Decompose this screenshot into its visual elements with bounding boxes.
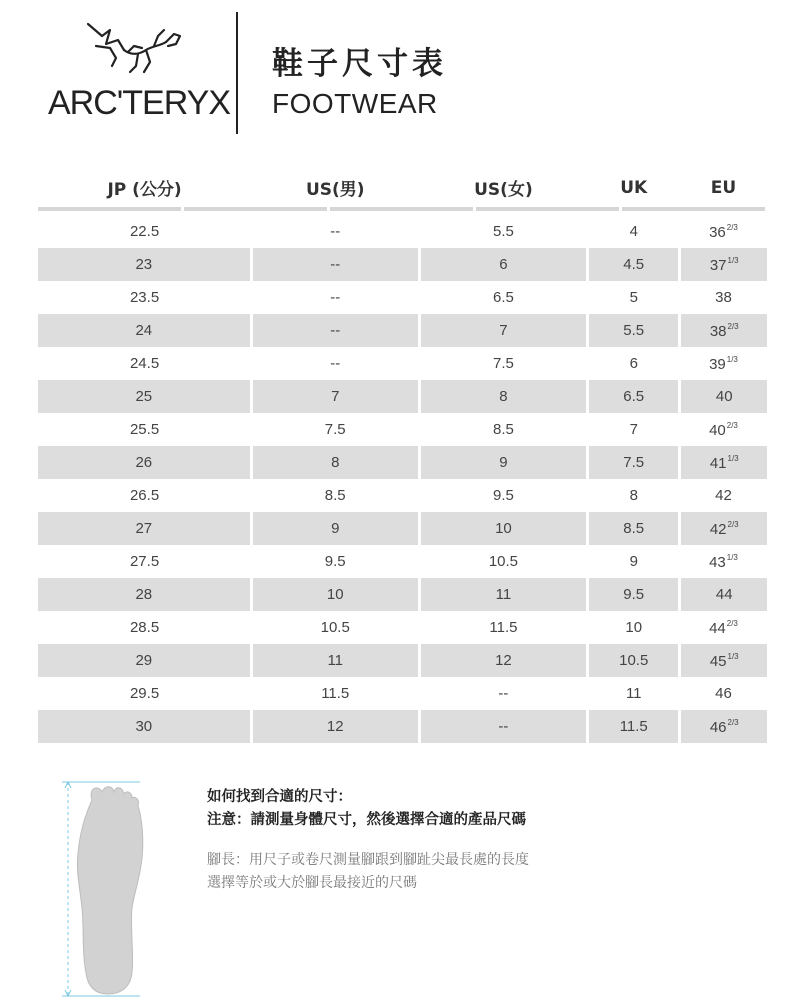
eu-fraction: 2/3 (727, 519, 739, 529)
cell-jp: 26 (38, 446, 251, 479)
cell-eu (680, 611, 767, 644)
cell-uk: 4 (629, 223, 638, 240)
col-header-jp: JP (公分) (107, 180, 182, 200)
cell-uk: 11 (625, 685, 642, 702)
cell-jp: 27 (38, 512, 251, 545)
sizing-guide (207, 786, 529, 895)
table-row (38, 215, 767, 248)
eu-fraction: 1/3 (726, 354, 738, 364)
cell-us_w: 10 (419, 512, 587, 545)
cell-uk: 9.5 (588, 578, 680, 611)
cell-uk: 5.5 (588, 314, 680, 347)
cell-eu (680, 677, 767, 710)
cell-jp: 27.5 (129, 553, 160, 570)
cell-us_m: 7.5 (324, 421, 346, 438)
foot-diagram (62, 778, 152, 1000)
eu-fraction: 2/3 (726, 420, 738, 430)
page-title-zh: 鞋子尺寸表 (272, 46, 447, 82)
cell-eu (680, 446, 767, 479)
cell-uk: 5 (629, 289, 638, 306)
table-row (38, 446, 767, 479)
brand-logo (48, 16, 231, 126)
eu-value: 38 (709, 322, 727, 340)
cell-eu (680, 281, 767, 314)
table-row (38, 347, 767, 380)
eu-value: 40 (715, 388, 733, 405)
table-row (38, 380, 767, 413)
cell-us_w: 11.5 (489, 619, 518, 636)
cell-jp: 28.5 (129, 619, 160, 636)
cell-jp: 23 (38, 248, 251, 281)
cell-us_w: 11 (419, 578, 587, 611)
cell-eu (680, 248, 767, 281)
eu-value: 42 (709, 520, 727, 538)
cell-uk: 6 (629, 355, 638, 372)
table-row (38, 545, 767, 578)
cell-eu (680, 413, 767, 446)
eu-fraction: 2/3 (726, 618, 738, 628)
cell-jp: 29 (38, 644, 251, 677)
eu-fraction: 2/3 (727, 321, 739, 331)
cell-jp: 28 (38, 578, 251, 611)
brand-name: ARC'TERYX (48, 84, 231, 122)
cell-uk: 4.5 (588, 248, 680, 281)
cell-uk: 8 (629, 487, 638, 504)
eu-value: 45 (709, 652, 727, 670)
cell-us_w: -- (419, 710, 587, 743)
cell-uk: 10 (625, 619, 643, 636)
cell-us_m: 11 (251, 644, 419, 677)
table-row (38, 644, 767, 677)
cell-jp: 25.5 (129, 421, 160, 438)
cell-eu (680, 347, 767, 380)
table-row (38, 281, 767, 314)
eu-value: 37 (709, 256, 727, 274)
header-rule (38, 207, 767, 211)
cell-us_m: 11.5 (321, 685, 350, 702)
eu-value: 46 (709, 718, 727, 736)
cell-us_m: 9 (251, 512, 419, 545)
col-header-us-men: US(男) (305, 180, 365, 200)
eu-value: 38 (715, 289, 732, 306)
col-header-uk: UK (620, 177, 648, 198)
cell-eu (680, 314, 767, 347)
cell-us_m: 10 (251, 578, 419, 611)
eu-fraction: 1/3 (727, 651, 739, 661)
eu-fraction: 2/3 (726, 222, 738, 232)
cell-eu (680, 215, 767, 248)
cell-us_m: -- (251, 314, 419, 347)
cell-uk: 7.5 (588, 446, 680, 479)
cell-jp: 30 (38, 710, 251, 743)
cell-eu (680, 380, 767, 413)
cell-eu (680, 479, 767, 512)
cell-us_m: 8.5 (324, 487, 346, 504)
eu-fraction: 1/3 (727, 255, 739, 265)
cell-us_m: 10.5 (320, 619, 350, 636)
cell-us_w: 7.5 (492, 355, 514, 372)
cell-uk: 6.5 (588, 380, 680, 413)
header-divider (236, 12, 238, 134)
eu-value: 40 (709, 421, 726, 439)
col-header-us-women: US(女) (474, 180, 533, 200)
cell-jp: 29.5 (129, 685, 160, 702)
col-header-eu: EU (710, 177, 737, 198)
cell-us_m: -- (330, 223, 341, 240)
cell-eu (680, 578, 767, 611)
cell-us_w: -- (498, 685, 509, 702)
size-chart-table (38, 168, 767, 743)
guide-question: 如何找到合適的尺寸： (207, 789, 352, 805)
cell-uk: 8.5 (588, 512, 680, 545)
eu-fraction: 1/3 (727, 453, 739, 463)
cell-us_w: 7 (419, 314, 587, 347)
cell-jp: 22.5 (129, 223, 160, 240)
cell-eu (680, 644, 767, 677)
cell-us_w: 9 (419, 446, 587, 479)
page-title-en: FOOTWEAR (272, 88, 438, 119)
cell-us_w: 9.5 (492, 487, 514, 504)
cell-uk: 10.5 (588, 644, 680, 677)
cell-us_m: 7 (251, 380, 419, 413)
cell-us_m: -- (330, 355, 341, 372)
eu-value: 41 (709, 454, 727, 472)
table-row (38, 314, 767, 347)
eu-value: 36 (709, 223, 726, 241)
eu-fraction: 1/3 (726, 552, 738, 562)
cell-uk: 11.5 (588, 710, 680, 743)
eu-value: 44 (715, 586, 733, 603)
table-row (38, 248, 767, 281)
cell-us_w: 8 (419, 380, 587, 413)
table-header-row (38, 168, 767, 207)
cell-eu (680, 710, 767, 743)
guide-note: 注意：請測量身體尺寸，然後選擇合適的產品尺碼 (207, 812, 526, 828)
foot-outline-icon (62, 778, 152, 1000)
table-row (38, 611, 767, 644)
cell-us_m: 12 (251, 710, 419, 743)
cell-jp: 25 (38, 380, 251, 413)
cell-us_w: 12 (419, 644, 587, 677)
cell-eu (680, 512, 767, 545)
cell-uk: 7 (629, 421, 638, 438)
table-row (38, 413, 767, 446)
cell-us_w: 5.5 (492, 223, 514, 240)
cell-jp: 24.5 (129, 355, 160, 372)
guide-desc-line1: 腳長：用尺子或卷尺測量腳跟到腳趾尖最長處的長度 (207, 852, 529, 868)
guide-desc-line2: 選擇等於或大於腳長最接近的尺碼 (207, 875, 417, 891)
cell-us_w: 10.5 (488, 553, 519, 570)
cell-us_m: 8 (251, 446, 419, 479)
table-row (38, 479, 767, 512)
eu-fraction: 2/3 (727, 717, 739, 727)
eu-value: 44 (709, 619, 726, 637)
cell-us_w: 8.5 (492, 421, 514, 438)
guide-description (207, 849, 529, 895)
cell-us_w: 6 (419, 248, 587, 281)
archaeopteryx-fossil-icon (84, 16, 184, 78)
eu-value: 42 (715, 487, 732, 504)
table-row (38, 710, 767, 743)
cell-jp: 23.5 (129, 289, 160, 306)
cell-jp: 26.5 (129, 487, 160, 504)
eu-value: 39 (709, 355, 726, 373)
eu-value: 46 (715, 685, 732, 702)
cell-us_m: 9.5 (324, 553, 346, 570)
cell-us_w: 6.5 (492, 289, 514, 306)
table-row (38, 677, 767, 710)
cell-us_m: -- (330, 289, 341, 306)
eu-value: 43 (709, 553, 726, 571)
table-row (38, 578, 767, 611)
cell-eu (680, 545, 767, 578)
cell-uk: 9 (629, 553, 638, 570)
table-row (38, 512, 767, 545)
cell-jp: 24 (38, 314, 251, 347)
cell-us_m: -- (251, 248, 419, 281)
